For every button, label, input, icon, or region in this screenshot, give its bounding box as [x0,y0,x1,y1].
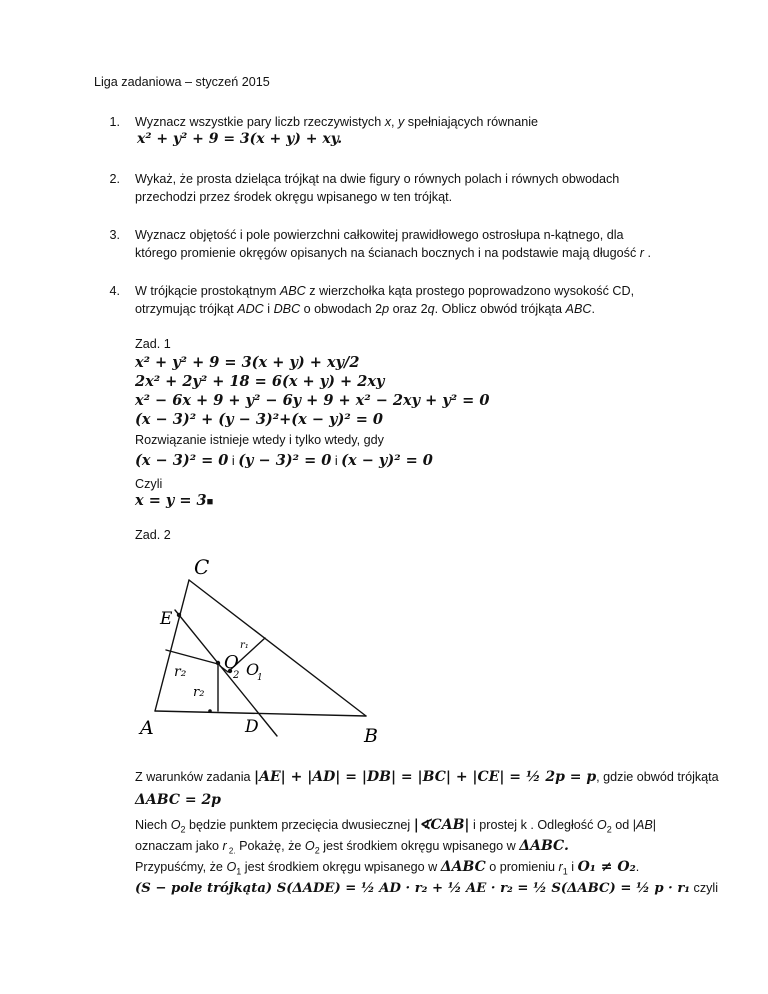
task-text: Wyznacz wszystkie pary liczb rzeczywistych x, y spełniających równanie [135,115,539,129]
qed-mark: ■ [206,496,214,508]
result: x = y = 3 [135,492,207,509]
task-text: otrzymując trójkąt ADC i DBC o obwodach 2p oraz 2q. Oblicz obwód trójkąta ABC. [135,302,595,316]
label-r2-lower: r₂ [193,685,205,700]
equation-line: ΔABC = 2p [135,792,221,808]
equation-line: x² + y² + 9 = 3(x + y) + xy/2 [135,354,360,371]
task-number: 2. [109,172,120,186]
label-c: C [194,555,210,579]
label-e: E [160,609,173,629]
point-o2 [216,661,220,665]
page-title: Liga zadaniowa – styczeń 2015 [94,75,270,89]
text-line: (S − pole trójkąta) S(ΔADE) = ½ AD · r₂ + ½ AE · r₂ = ½ S(ΔABC) = ½ p · r₁ czyli [135,881,719,896]
triangle-figure [130,550,390,750]
point-e [177,613,181,617]
label-r2-upper: r₂ [174,664,187,680]
text-line: oznaczam jako r $_{2.}$ Pokażę, że $O_2$ jest środkiem okręgu wpisanego w ΔABC. [135,838,569,856]
task-text: przechodzi przez środek okręgu wpisanego w ten trójkąt. [135,190,453,204]
solution-heading: Zad. 2 [135,528,171,542]
side-ac [155,580,189,711]
label-o1: O [246,660,260,679]
task-text: W trójkącie prostokątnym ABC z wierzchołka kąta prostego poprowadzono wysokość CD, [135,284,635,298]
text-line: Przypuśćmy, że $O_1$ jest środkiem okręgu wpisanego w ΔABC o promieniu $r_1$ i O₁ ≠ O₂. [135,859,640,877]
equation-line: (x − 3)² + (y − 3)²+(x − y)² = 0 [135,411,384,428]
point-foot [208,709,212,713]
equation-line: x² − 6x + 9 + y² − 6y + 9 + x² − 2xy + y² = 0 [135,392,490,409]
task-number: 4. [109,284,120,298]
task-text: Wyznacz objętość i pole powierzchni całkowitej prawidłowego ostrosłupa n-kątnego, dla [135,228,624,242]
task-equation: x² + y² + 9 = 3(x + y) + xy. [137,131,343,147]
bisector [166,650,218,664]
task-number: 3. [109,228,120,242]
label-b: B [364,725,378,747]
label-o1-sub: 1 [257,673,263,683]
task-number: 1. [109,115,120,129]
label-o2-sub: 2 [233,670,240,681]
result-line [135,492,213,509]
condition-equations: (x − 3)² = 0 i (y − 3)² = 0 i (x − y)² = 0 [135,452,433,469]
condition-text: Rozwiązanie istnieje wtedy i tylko wtedy, gdy [135,433,384,447]
text-line: Z warunków zadania |AE| + |AD| = |DB| = |BC| + |CE| = ½ 2p = p, gdzie obwód trójkąta [135,769,719,785]
label-r1: r₁ [240,640,249,651]
label-d: D [245,717,259,737]
czyli-text: Czyli [135,477,163,491]
label-o2: O [224,652,239,673]
task-text: Wykaż, że prosta dzieląca trójkąt na dwie figury o równych polach i równych obwodach [135,172,620,186]
task-text: którego promienie okręgów opisanych na ścianach bocznych i na podstawie mają długość r . [135,246,651,260]
label-a: A [140,717,154,739]
solution-heading: Zad. 1 [135,337,171,351]
side-bc [189,580,366,716]
equation-line: 2x² + 2y² + 18 = 6(x + y) + 2xy [135,373,385,390]
text-line: Niech $O_2$ będzie punktem przecięcia dwusiecznej |∢CAB| i prostej k . Odległość $O_2$ od |AB| [135,817,657,835]
